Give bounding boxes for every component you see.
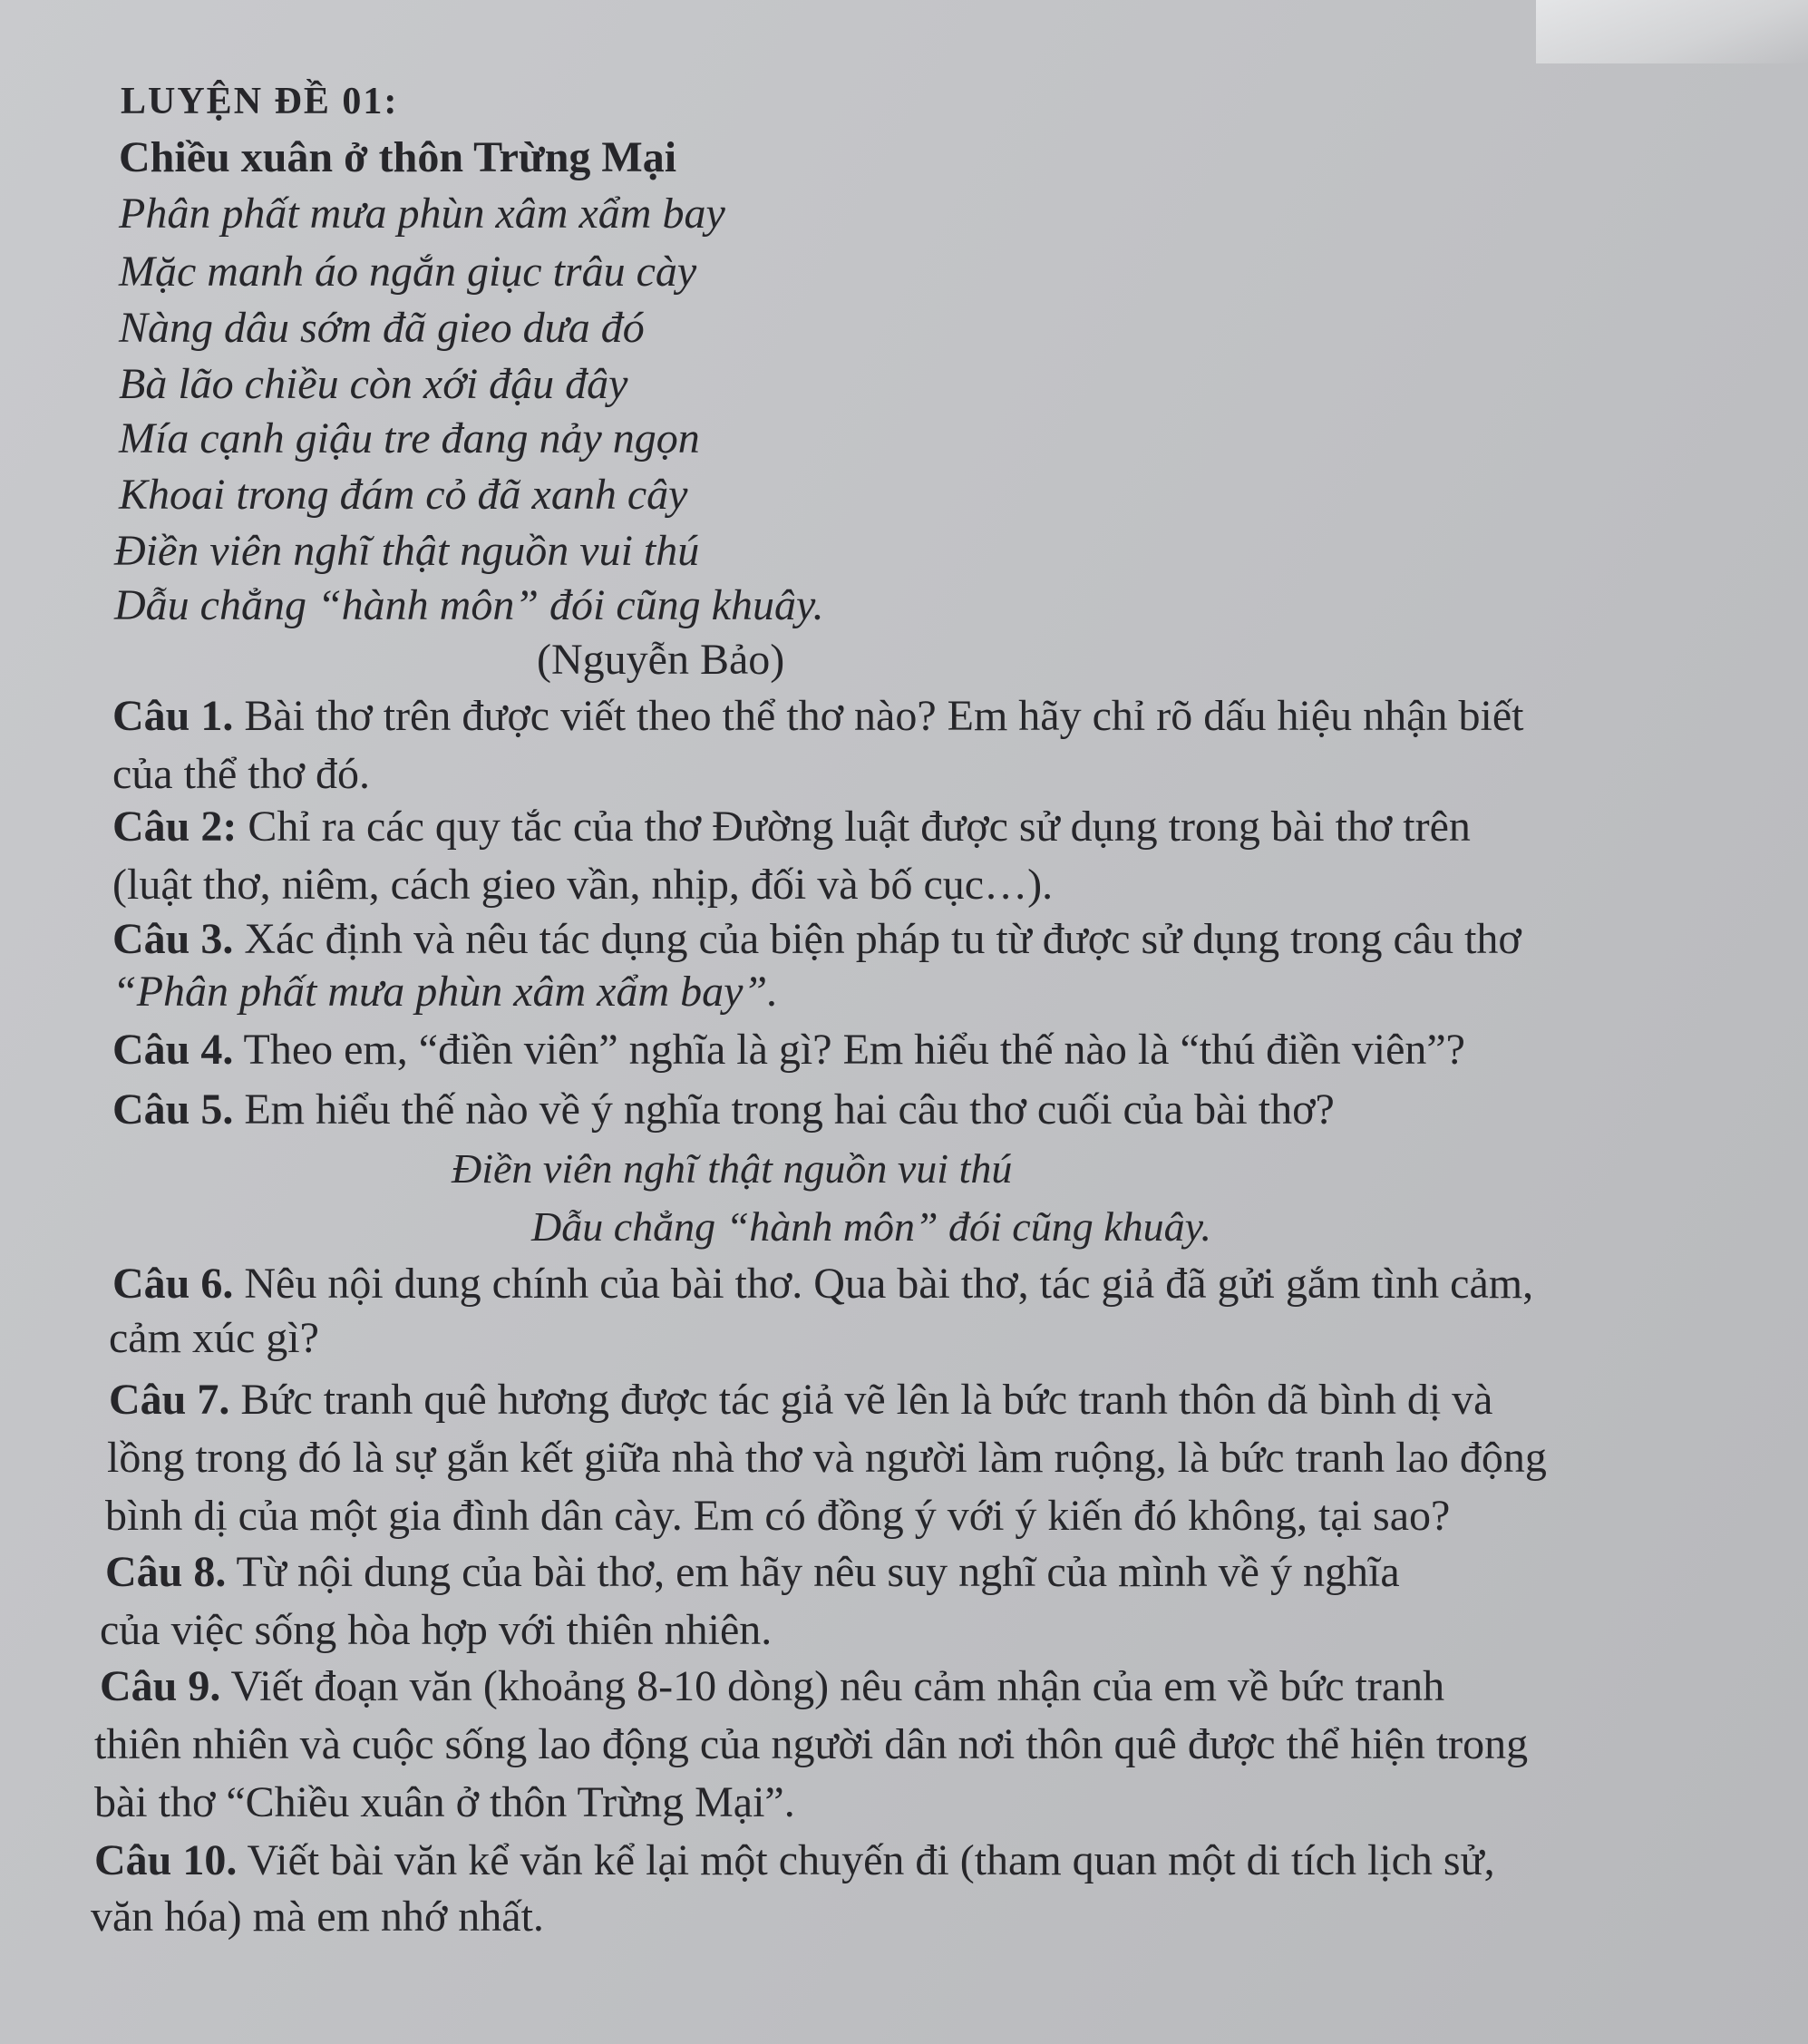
question-label: Câu 7. <box>109 1376 230 1424</box>
question-10-line-1 <box>94 1835 1495 1885</box>
question-label: Câu 4. <box>112 1026 234 1074</box>
question-4-line-1 <box>112 1025 1465 1075</box>
poem-title: Chiều xuân ở thôn Trừng Mại <box>119 133 677 181</box>
quoted-verse: Dẫu chẳng “hành môn” đói cũng khuây. <box>531 1203 1212 1250</box>
question-10-line-2: văn hóa) mà em nhớ nhất. <box>91 1893 544 1941</box>
question-3-line-2: “Phân phất mưa phùn xâm xẩm bay”. <box>112 968 779 1016</box>
question-text: Theo em, “điền viên” nghĩa là gì? Em hiểu thế nào là “thú điền viên”? <box>233 1026 1465 1074</box>
question-8-line-1 <box>105 1547 1400 1597</box>
question-text: Nêu nội dung chính của bài thơ. Qua bài thơ, tác giả đã gửi gắm tình cảm, <box>233 1260 1534 1308</box>
poem-line: Phân phất mưa phùn xâm xẩm bay <box>119 190 725 238</box>
question-9-line-1 <box>100 1661 1444 1711</box>
question-6-line-1 <box>112 1259 1533 1309</box>
question-9-line-2: thiên nhiên và cuộc sống lao động của người dân nơi thôn quê được thể hiện trong <box>94 1720 1529 1768</box>
question-text: Viết đoạn văn (khoảng 8-10 dòng) nêu cảm nhận của em về bức tranh <box>220 1662 1445 1710</box>
question-text: Em hiểu thế nào về ý nghĩa trong hai câu thơ cuối của bài thơ? <box>233 1085 1335 1134</box>
poem-line: Mía cạnh giậu tre đang nảy ngọn <box>119 414 700 462</box>
question-label: Câu 2: <box>112 803 238 851</box>
question-label: Câu 6. <box>112 1260 234 1308</box>
question-7-line-3: bình dị của một gia đình dân cày. Em có đồng ý với ý kiến đó không, tại sao? <box>105 1492 1451 1540</box>
question-text: Bức tranh quê hương được tác giả vẽ lên là bức tranh thôn dã bình dị và <box>229 1376 1493 1424</box>
question-text: Từ nội dung của bài thơ, em hãy nêu suy nghĩ của mình về ý nghĩa <box>226 1548 1400 1596</box>
poem-line: Điền viên nghĩ thật nguồn vui thú <box>114 527 700 575</box>
paper-corner <box>1536 0 1808 63</box>
poem-author: (Nguyễn Bảo) <box>537 636 785 684</box>
question-text: Xác định và nêu tác dụng của biện pháp tu từ được sử dụng trong câu thơ <box>233 915 1521 963</box>
question-label: Câu 3. <box>112 915 234 963</box>
question-text: Viết bài văn kể văn kể lại một chuyến đi (tham quan một di tích lịch sử, <box>237 1836 1495 1884</box>
question-label: Câu 8. <box>105 1548 227 1596</box>
question-label: Câu 5. <box>112 1085 234 1134</box>
question-text: Chỉ ra các quy tắc của thơ Đường luật được sử dụng trong bài thơ trên <box>237 803 1471 851</box>
question-2-line-2: (luật thơ, niêm, cách gieo vần, nhịp, đối và bố cục…). <box>112 861 1054 909</box>
question-label: Câu 10. <box>94 1836 238 1884</box>
poem-line: Nàng dâu sớm đã gieo dưa đó <box>119 304 645 352</box>
question-2-line-1 <box>112 802 1471 852</box>
question-6-line-2: cảm xúc gì? <box>109 1314 319 1362</box>
question-1-line-1 <box>112 691 1523 741</box>
question-7-line-2: lồng trong đó là sự gắn kết giữa nhà thơ và người làm ruộng, là bức tranh lao động <box>107 1434 1547 1482</box>
question-label: Câu 1. <box>112 692 234 740</box>
question-1-line-2: của thể thơ đó. <box>112 750 370 798</box>
question-7-line-1 <box>109 1375 1492 1425</box>
poem-line: Khoai trong đám cỏ đã xanh cây <box>119 471 688 519</box>
poem-line: Dẫu chẳng “hành môn” đói cũng khuây. <box>114 581 824 629</box>
question-text: Bài thơ trên được viết theo thể thơ nào? Em hãy chỉ rõ dấu hiệu nhận biết <box>233 692 1524 740</box>
poem-line: Mặc manh áo ngắn giục trâu cày <box>119 248 697 296</box>
question-8-line-2: của việc sống hòa hợp với thiên nhiên. <box>100 1606 773 1654</box>
worksheet-heading: LUYỆN ĐỀ 01: <box>121 81 399 122</box>
question-5-line-1 <box>112 1085 1335 1134</box>
question-label: Câu 9. <box>100 1662 221 1710</box>
question-3-line-1 <box>112 914 1521 964</box>
question-9-line-3: bài thơ “Chiều xuân ở thôn Trừng Mại”. <box>94 1778 795 1826</box>
quoted-verse: Điền viên nghĩ thật nguồn vui thú <box>452 1145 1013 1192</box>
poem-line: Bà lão chiều còn xới đậu đây <box>119 360 628 408</box>
